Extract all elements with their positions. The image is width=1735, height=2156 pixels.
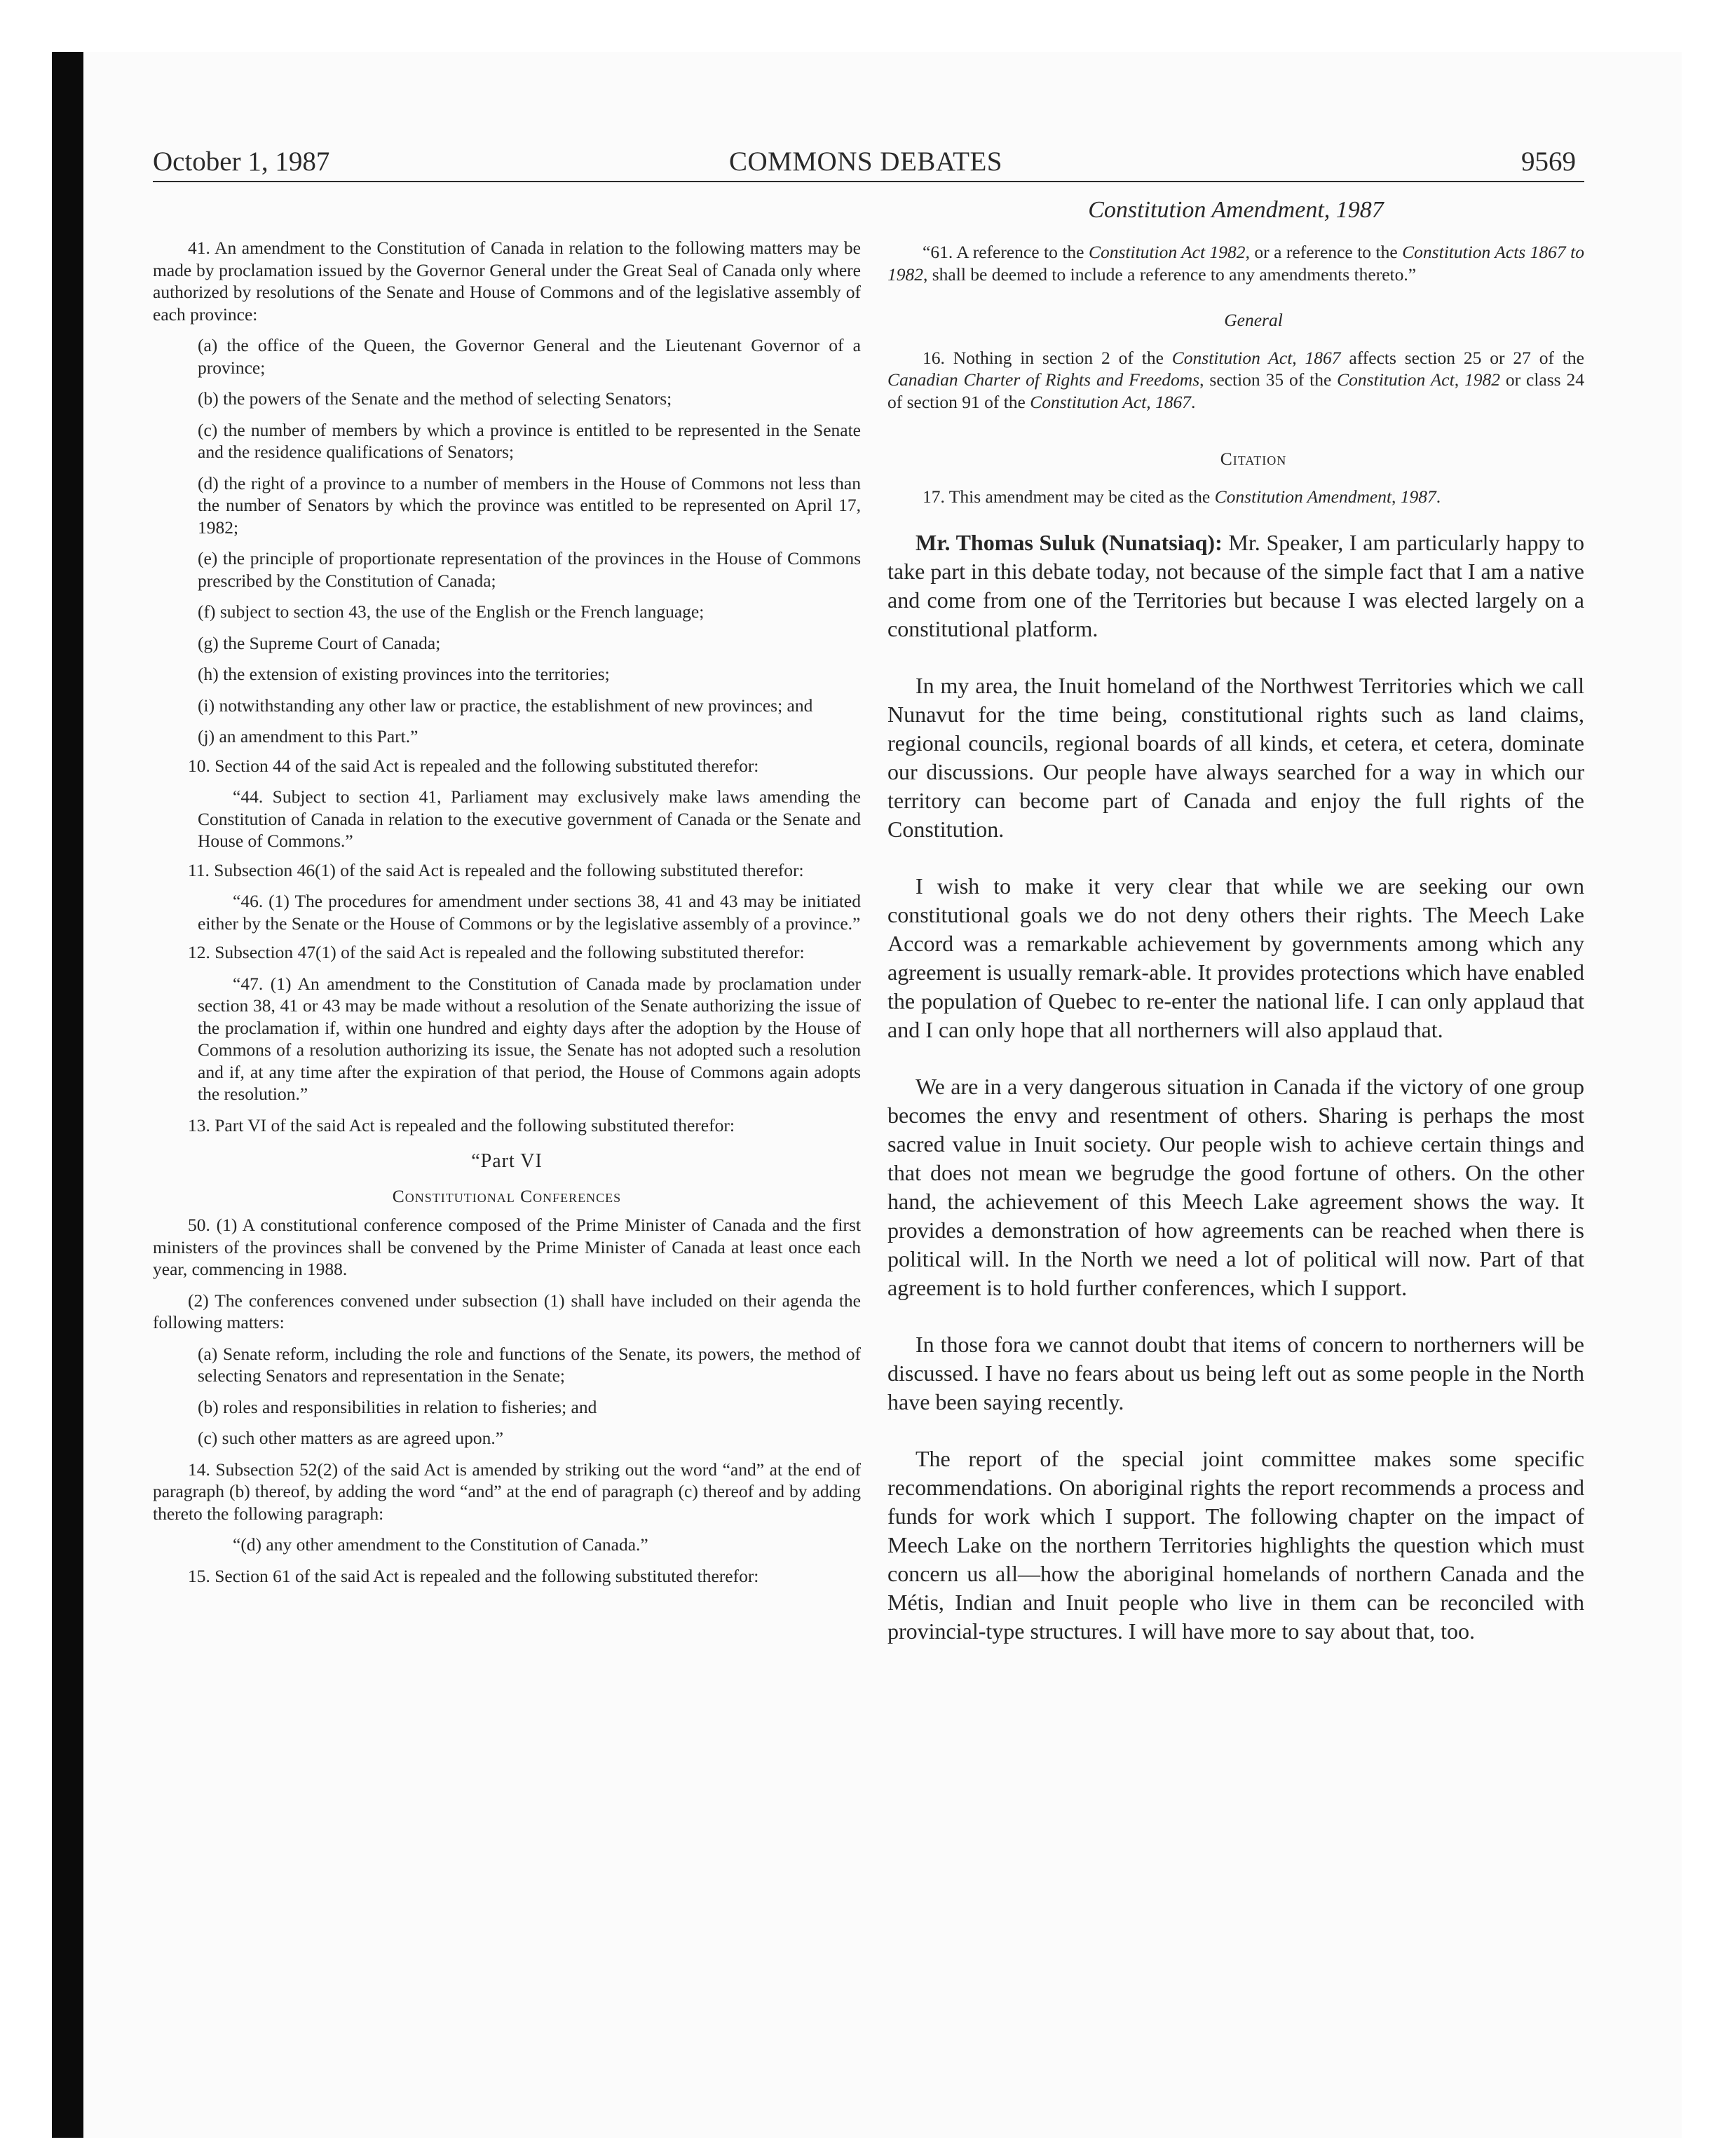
header-publication: COMMONS DEBATES	[729, 146, 1002, 177]
section-47-quote: “47. (1) An amendment to the Constitution of Canada made by proclamation under section 38, 41 or 43 may be made without a resolution of the Senate authorizing the issue of the proclamation if, within one hundred and eighty days after the adoption by the House of Commons of a resolution authorizing its issue, the Senate has not adopted such a resolution and if, at any time after the expiration of that period, the House of Commons again adopts the resolution.”	[198, 973, 861, 1104]
section-41-item-h: (h) the extension of existing provinces into the territories;	[198, 664, 610, 684]
section-41-item-c: (c) the number of members by which a province is entitled to be represented in the Senate and the residence qualifications of Senators;	[198, 419, 861, 462]
citation-heading: Citation	[1220, 449, 1287, 469]
section-50-1: 50. (1) A constitutional conference composed of the Prime Minister of Canada and the first ministers of the provinces shall be convened by the Prime Minister of Canada at least once each year, commencing in 1988.	[153, 1215, 861, 1279]
section-44-quote: “44. Subject to section 41, Parliament may exclusively make laws amending the Constitution of Canada in relation to the executive government of Canada or the Senate and House of Commons.”	[198, 786, 861, 851]
constitutional-conferences-heading: Constitutional Conferences	[392, 1185, 622, 1206]
part-vi-heading: “Part VI	[471, 1150, 543, 1172]
clause-16: 16. Nothing in section 2 of the Constitution Act, 1867 affects section 25 or 27 of the Canadian Charter of Rights and Freedoms, section 35 of the Constitution Act, 1982 or class 24 of section 91 of the Constitution Act, 1867.	[887, 347, 1585, 412]
section-41-item-e: (e) the principle of proportionate representation of the provinces in the House of Commons prescribed by the Constitution of Canada;	[198, 548, 861, 591]
section-50-item-a: (a) Senate reform, including the role and functions of the Senate, its powers, the method of selecting Senators and representation in the Senate;	[198, 1343, 861, 1386]
header-rule	[153, 181, 1584, 182]
general-heading: General	[1224, 310, 1283, 330]
section-50-item-b: (b) roles and responsibilities in relation to fisheries; and	[198, 1396, 597, 1417]
section-61-quote: “61. A reference to the Constitution Act 1982, or a reference to the Constitution Acts 1867 to 1982, shall be deemed to include a reference to any amendments thereto.”	[887, 242, 1584, 285]
right-column	[887, 196, 1584, 1674]
section-41-item-d: (d) the right of a province to a number of members in the House of Commons not less than the number of Senators by which the province was entitled to be represented on April 17, 1982;	[198, 472, 861, 538]
clause-13: 13. Part VI of the said Act is repealed and the following substituted therefor:	[188, 1114, 735, 1135]
clause-17: 17. This amendment may be cited as the Constitution Amendment, 1987.	[923, 486, 1441, 507]
scan-edge	[52, 52, 83, 2138]
section-50-2: (2) The conferences convened under subsection (1) shall have included on their agenda the following matters:	[153, 1290, 861, 1332]
header-page-number: 9569	[1521, 146, 1576, 177]
section-41-item-j: (j) an amendment to this Part.”	[198, 726, 419, 746]
clause-15: 15. Section 61 of the said Act is repealed and the following substituted therefor:	[188, 1565, 759, 1586]
clause-10: 10. Section 44 of the said Act is repealed and the following substituted therefor:	[188, 755, 759, 776]
clause-12: 12. Subsection 47(1) of the said Act is repealed and the following substituted therefor:	[188, 942, 805, 962]
amendment-title: Constitution Amendment, 1987	[1088, 197, 1384, 223]
section-41-intro: 41. An amendment to the Constitution of Canada in relation to the following matters may be made by proclamation issued by the Governor General under the Great Seal of Canada only where authorized by resolutions of the Senate and House of Commons and of the legislative assembly of each province:	[153, 238, 861, 325]
left-column	[153, 237, 861, 1587]
amendment-text	[887, 241, 1584, 507]
section-50-item-c: (c) such other matters as are agreed upon.”	[198, 1428, 504, 1448]
speech-paragraph-5: In those fora we cannot doubt that items of concern to northerners will be discussed. I have no fears about us being left out as some people in the North have been saying recently.	[887, 1332, 1584, 1414]
section-46-quote: “46. (1) The procedures for amendment under sections 38, 41 and 43 may be initiated either by the Senate or the House of Commons or by the legislative assembly of a province.”	[198, 891, 861, 934]
speech-paragraph-6: The report of the special joint committee makes some specific recommendations. On aboriginal rights the report recommends a process and funds for work which I support. The following chapter on the impact of Meech Lake on the northern Territories highlights the question which must concern us all—how the aboriginal homelands of northern Canada and the Métis, Indian and Inuit people who live in them can be reconciled with provincial-type structures. I will have more to say about that, too.	[887, 1446, 1584, 1644]
speech-paragraph-4: We are in a very dangerous situation in Canada if the victory of one group becomes the envy and resentment of others. Sharing is perhaps the most sacred value in Inuit society. Our people wish to achieve certain things and that does not mean we begrudge the good fortune of others. On the other hand, the achievement of this Meech Lake agreement shows the way. It provides a demonstration of how agreements can be reached when there is political will. In the North we need a lot of political will now. Part of that agreement is to hold further conferences, which I support.	[887, 1074, 1584, 1300]
section-41-item-b: (b) the powers of the Senate and the method of selecting Senators;	[198, 388, 672, 409]
header-date: October 1, 1987	[153, 146, 330, 177]
section-41-item-i: (i) notwithstanding any other law or practice, the establishment of new provinces; and	[198, 695, 813, 716]
debate-speech	[887, 528, 1584, 1646]
section-41-item-g: (g) the Supreme Court of Canada;	[198, 632, 441, 653]
section-41-item-a: (a) the office of the Queen, the Governor General and the Lieutenant Governor of a province;	[198, 335, 861, 378]
speech-paragraph-3: I wish to make it very clear that while we are seeking our own constitutional goals we do not deny others their rights. The Meech Lake Accord was a remarkable achievement by governments among which any agreement is usually remark-able. It provides protections which have enabled the population of Quebec to re-enter the national life. I can only applaud that and I can only hope that all northerners will also applaud that.	[887, 873, 1584, 1042]
speech-paragraph-1: Mr. Thomas Suluk (Nunatsiaq): Mr. Speaker, I am particularly happy to take part in this debate today, not because of the simple fact that I am a native and come from one of the Territories but because I was elected largely on a constitutional platform.	[887, 530, 1585, 641]
section-52-item-d: “(d) any other amendment to the Constitution of Canada.”	[233, 1534, 648, 1555]
clause-14: 14. Subsection 52(2) of the said Act is amended by striking out the word “and” at the end of paragraph (b) thereof, by adding the word “and” at the end of paragraph (c) thereof and by adding thereto the following paragraph:	[153, 1459, 861, 1524]
section-41-item-f: (f) subject to section 43, the use of the English or the French language;	[198, 601, 705, 622]
clause-11: 11. Subsection 46(1) of the said Act is repealed and the following substituted therefor:	[188, 859, 804, 880]
speech-paragraph-2: In my area, the Inuit homeland of the Northwest Territories which we call Nunavut for the time being, constitutional rights such as land claims, regional councils, regional boards of all kinds, et cetera, et cetera, dominate our discussions. Our people have always searched for a way in which our territory can become part of Canada and enjoy the full rights of the Constitution.	[887, 673, 1584, 842]
speaker-name: Mr. Thomas Suluk (Nunatsiaq):	[916, 530, 1223, 555]
